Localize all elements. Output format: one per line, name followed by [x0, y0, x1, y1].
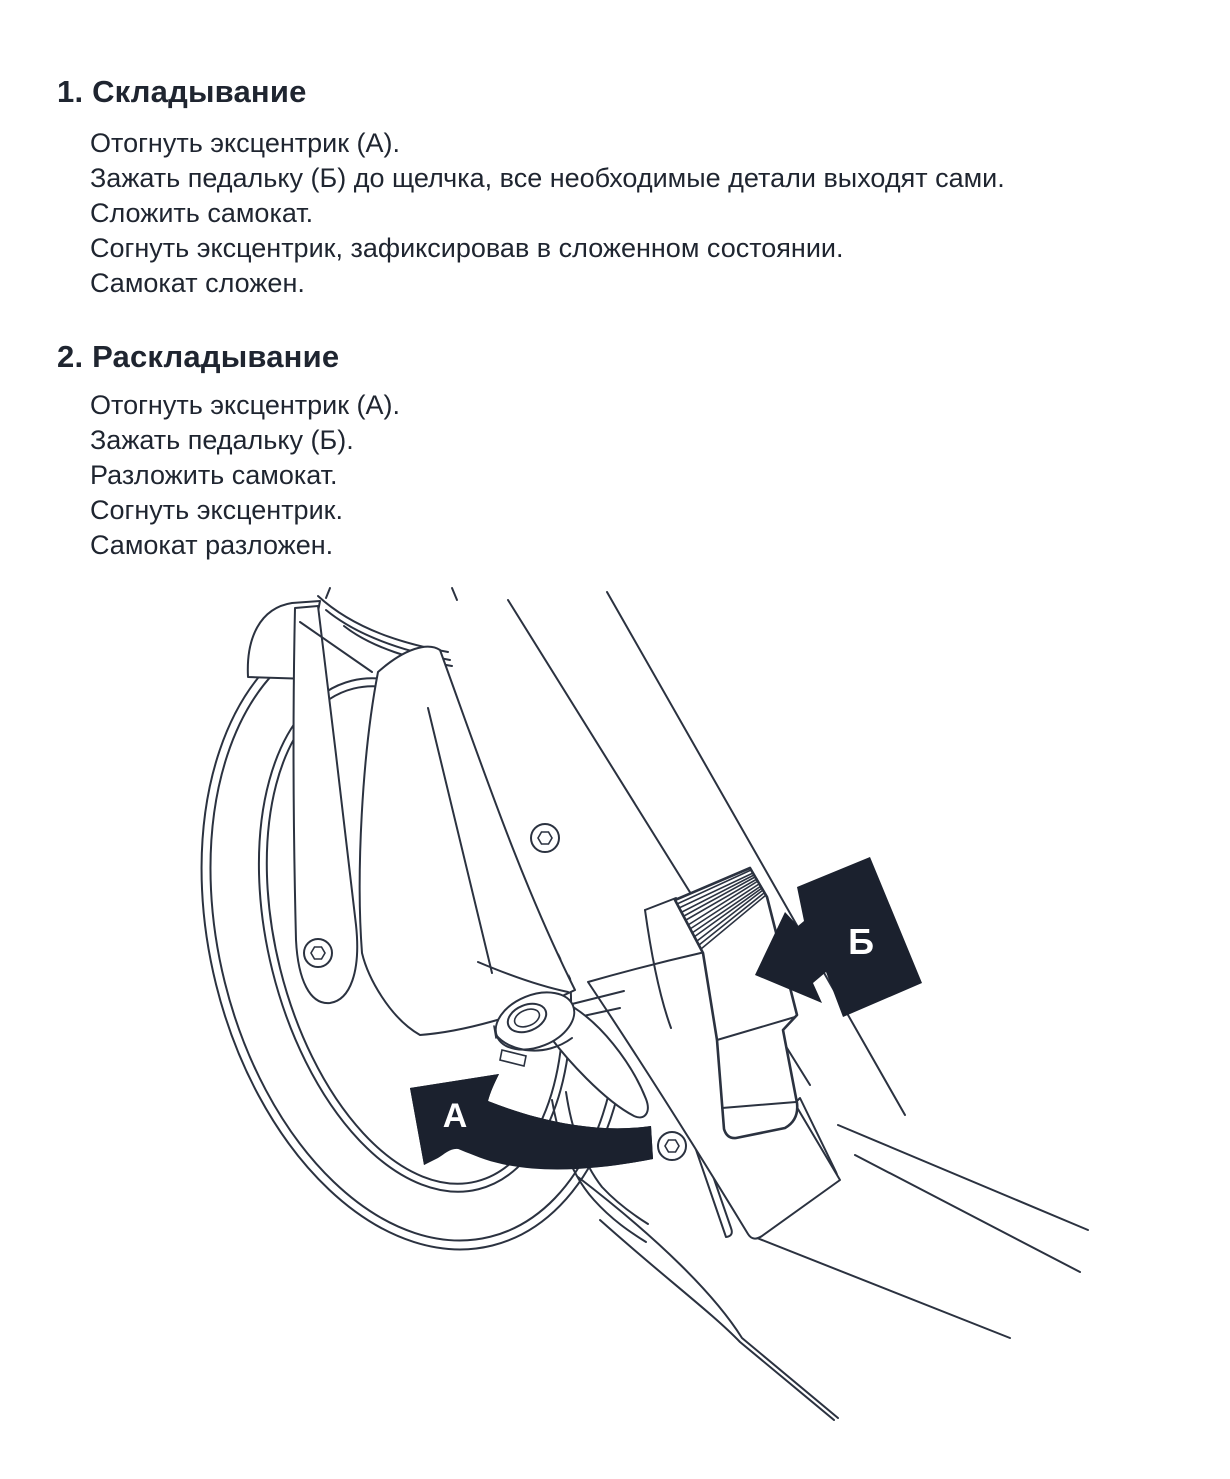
bolt-icon [658, 1132, 686, 1160]
section-1-instructions [90, 126, 1005, 301]
instruction-line: Зажать педальку (Б) до щелчка, все необходимые детали выходят сами. [90, 163, 1005, 193]
fork-left-panel [294, 606, 358, 1003]
instruction-line: Разложить самокат. [90, 460, 338, 490]
arrow-b-label: Б [848, 921, 874, 962]
arrow-a-label: А [442, 1097, 468, 1135]
instruction-line: Отогнуть эксцентрик (А). [90, 128, 401, 158]
instruction-line: Сложить самокат. [90, 198, 314, 228]
section-2-heading: 2. Раскладывание [57, 339, 340, 374]
scooter-folding-diagram [0, 580, 1230, 1479]
section-1-heading: 1. Складывание [57, 74, 307, 109]
instruction-line: Согнуть эксцентрик. [90, 495, 343, 525]
instruction-line: Самокат разложен. [90, 530, 334, 560]
bolt-icon [531, 824, 559, 852]
section-2-instructions [90, 388, 400, 563]
instruction-line: Самокат сложен. [90, 268, 305, 298]
instruction-line: Зажать педальку (Б). [90, 425, 354, 455]
instruction-line: Согнуть эксцентрик, зафиксировав в сложенном состоянии. [90, 233, 844, 263]
instruction-line: Отогнуть эксцентрик (А). [90, 390, 401, 420]
fork-blade [360, 647, 575, 1035]
scooter-front-assembly-drawing [0, 580, 1230, 1479]
